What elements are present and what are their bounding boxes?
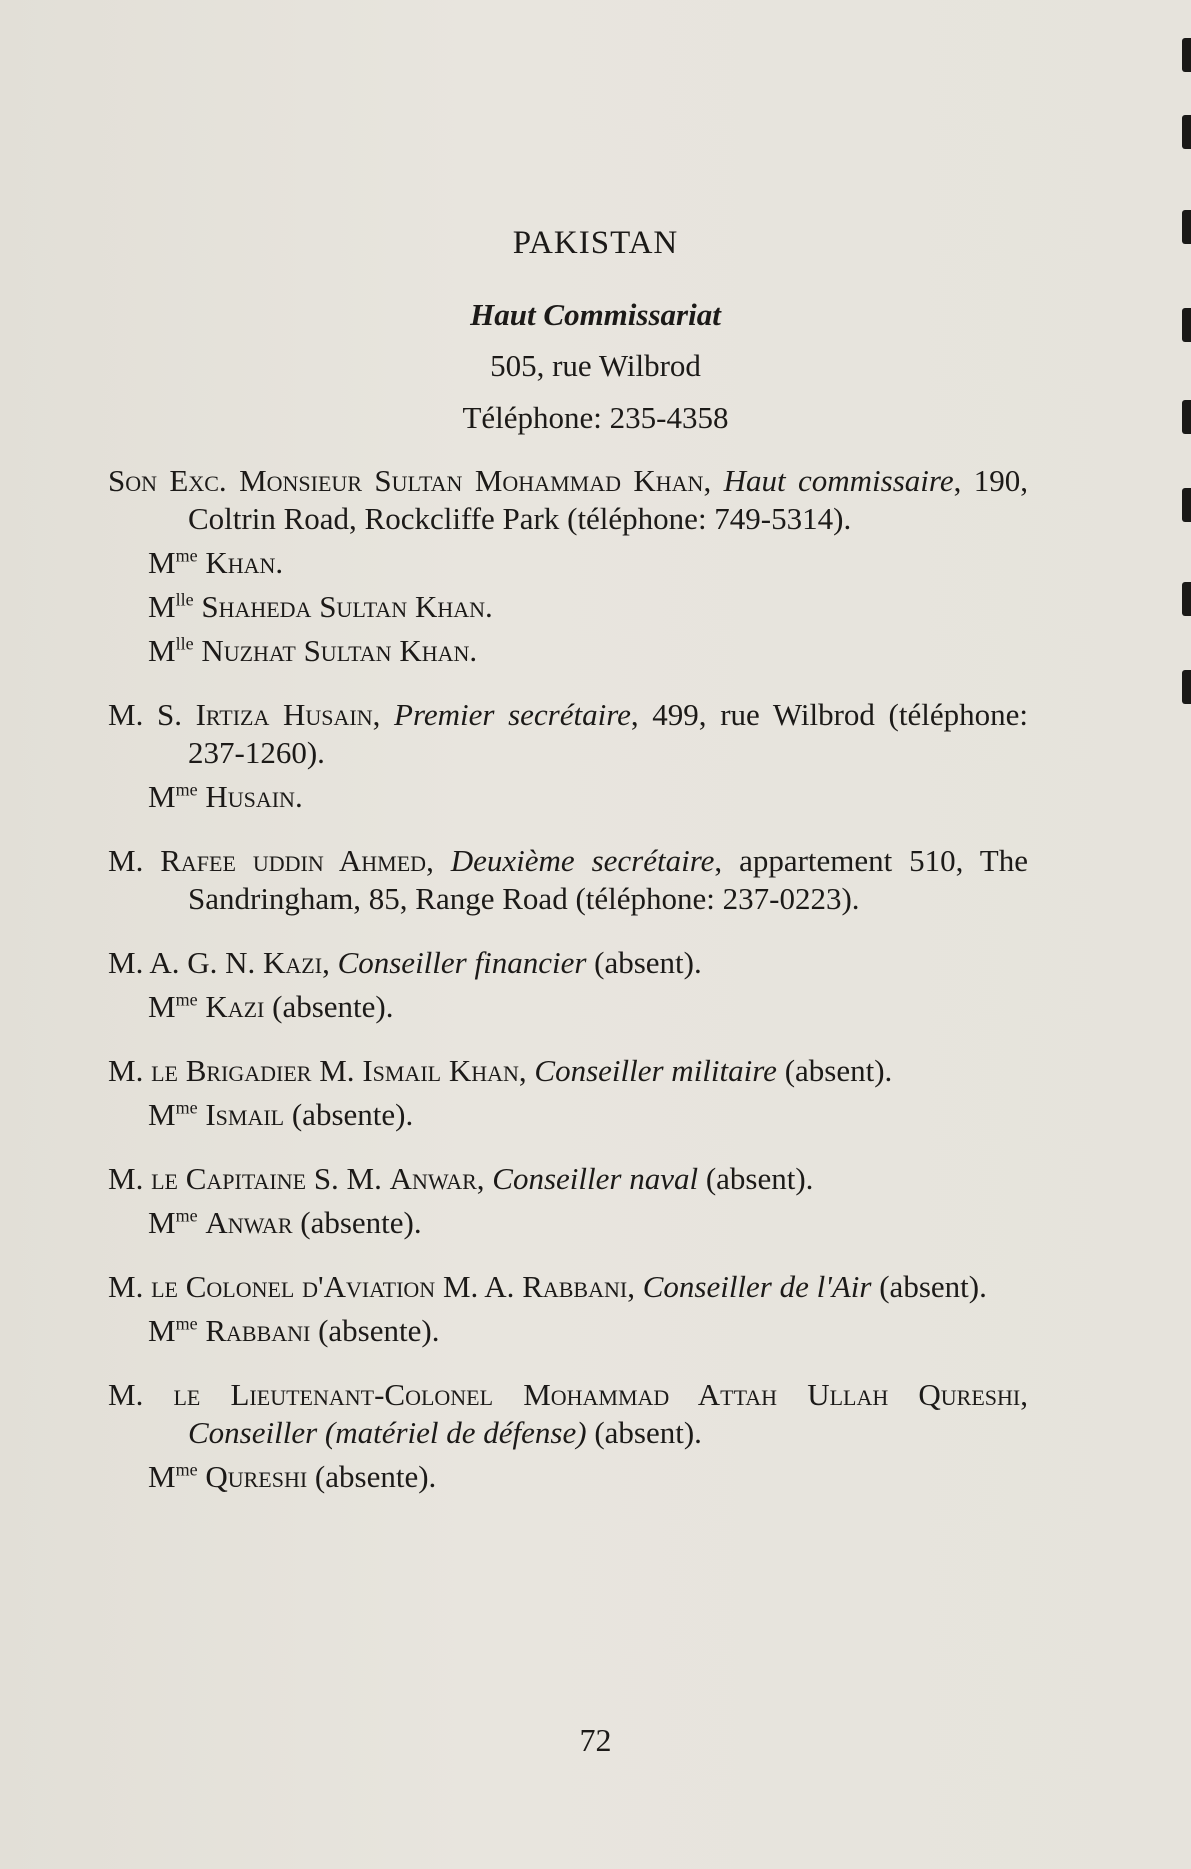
person-name: Sultan Mohammad Khan <box>374 463 704 498</box>
person-title: Conseiller (matériel de défense) <box>188 1415 587 1450</box>
entry-military-counsellor: M. le Brigadier M. Ismail Khan, Conseiller militaire (absent). <box>108 1053 893 1088</box>
entry-spouse: $M^{me}$ Anwar (absente). <box>148 1205 422 1240</box>
entry-daughter: $M^{lle}$ Shaheda Sultan Khan. <box>148 589 493 624</box>
person-name: Ismail <box>205 1097 285 1132</box>
person-title: Conseiller naval <box>492 1161 699 1196</box>
person-name: Rabbani <box>205 1313 311 1348</box>
person-rank: le Colonel d'Aviation <box>151 1269 436 1304</box>
person-name: Kazi <box>263 945 323 980</box>
entry-spouse: $M^{me}$ Kazi (absente). <box>148 989 394 1024</box>
entry-defence-counsellor: M. le Lieutenant-Colonel Mohammad Attah Ullah Qureshi, Conseiller (matériel de défense) (absent). <box>108 1377 1028 1450</box>
entry-spouse: $M^{me}$ Ismail (absente). <box>148 1097 414 1132</box>
person-name: Qureshi <box>205 1459 308 1494</box>
person-name: Khan <box>205 545 276 580</box>
entry-daughter: $M^{lle}$ Nuzhat Sultan Khan. <box>148 633 478 668</box>
person-name: Anwar <box>389 1161 477 1196</box>
person-title: Premier secrétaire <box>394 697 631 732</box>
person-name: Husain <box>205 779 295 814</box>
person-name: Nuzhat Sultan Khan <box>201 633 470 668</box>
entry-air-counsellor: M. le Colonel d'Aviation M. A. Rabbani, Conseiller de l'Air (absent). <box>108 1269 987 1304</box>
person-title: Conseiller militaire <box>534 1053 777 1088</box>
person-rank: le Capitaine <box>151 1161 307 1196</box>
person-name: Ismail Khan <box>362 1053 519 1088</box>
person-title: Conseiller de l'Air <box>642 1269 872 1304</box>
entry-first-secretary: M. S. Irtiza Husain, Premier secrétaire, 499, rue Wilbrod (téléphone: 237-1260). <box>108 697 1028 770</box>
entry-spouse: $M^{me}$ Khan. <box>148 545 284 580</box>
entry-spouse: $M^{me}$ Husain. <box>148 779 303 814</box>
country-heading: PAKISTAN <box>512 225 679 261</box>
staff-list <box>108 462 1028 1496</box>
entry-second-secretary: M. Rafee uddin Ahmed, Deuxième secrétaire, appartement 510, The Sandringham, 85, Range Road (téléphone: 237-0223). <box>108 843 1028 916</box>
entry-high-commissioner: Son Exc. Monsieur Sultan Mohammad Khan, Haut commissaire, 190, Coltrin Road, Rockcliffe Park (téléphone: 749-5314). <box>108 463 1029 536</box>
page-number: 72 <box>579 1722 612 1758</box>
entry-spouse: $M^{me}$ Qureshi (absente). <box>148 1459 437 1494</box>
person-name: le Lieutenant-Colonel Mohammad Attah Ullah Qureshi <box>173 1377 1021 1412</box>
person-name: Kazi <box>205 989 265 1024</box>
person-title: Deuxième secrétaire <box>450 843 715 878</box>
person-name: Anwar <box>205 1205 293 1240</box>
office-telephone: Téléphone: 235-4358 <box>462 400 729 435</box>
entry-financial-counsellor: M. A. G. N. Kazi, Conseiller financier (absent). <box>108 945 702 980</box>
office-title: Haut Commissariat <box>470 297 721 332</box>
person-title: Conseiller financier <box>337 945 587 980</box>
entry-naval-counsellor: M. le Capitaine S. M. Anwar, Conseiller naval (absent). <box>108 1161 814 1196</box>
entry-spouse: $M^{me}$ Rabbani (absente). <box>148 1313 440 1348</box>
person-title: Haut commissaire <box>723 463 954 498</box>
person-name: Shaheda Sultan Khan <box>201 589 485 624</box>
person-rank: le Brigadier <box>151 1053 312 1088</box>
person-name: Rabbani <box>522 1269 628 1304</box>
person-name: Irtiza Husain <box>195 697 373 732</box>
person-name: Rafee uddin Ahmed <box>160 843 427 878</box>
office-address: 505, rue Wilbrod <box>490 348 701 383</box>
spiral-binding <box>1177 0 1191 1869</box>
